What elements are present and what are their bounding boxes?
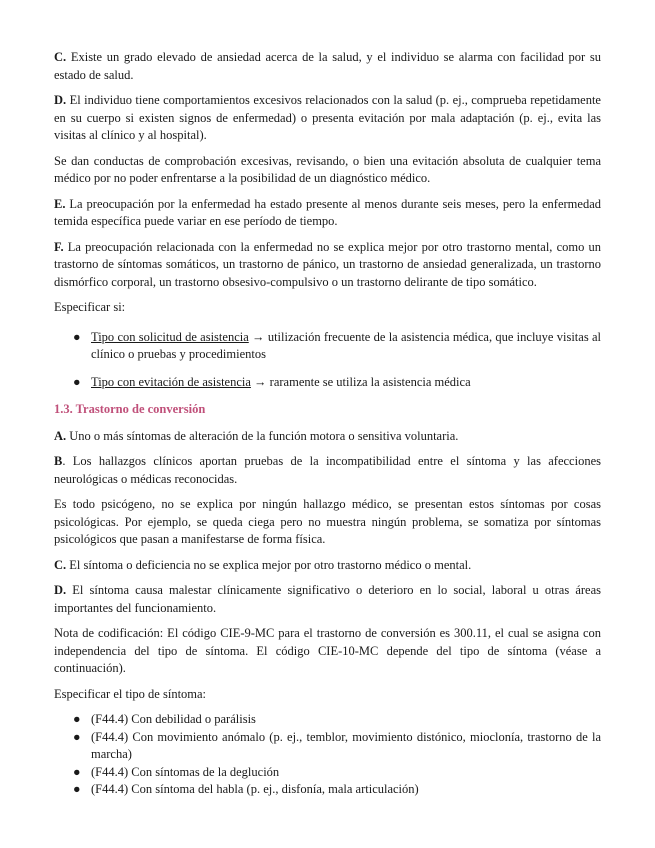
bullet-icon: ●	[73, 729, 81, 744]
list-item: ● (F44.4) Con debilidad o parálisis	[54, 711, 601, 729]
criterion-letter: D.	[54, 93, 67, 107]
criterion-letter: C.	[54, 557, 67, 572]
specifier-list	[54, 329, 601, 392]
bullet-icon: ●	[73, 782, 81, 796]
criterion-d-paragraph: D. El síntoma causa malestar clínicamente significativo o deterioro en lo social, laboral u otras áreas importantes del funcionamiento.	[54, 583, 601, 615]
criterion-f-paragraph: F. La preocupación relacionada con la enfermedad no se explica mejor por otro trastorno mental, como un trastorno de síntomas somáticos, un trastorno de pánico, un trastorno de ansiedad generalizada, un trastorno dismórfico corporal, un trastorno obsesivo-compulsivo o un trastorno delirante de tipo somático.	[54, 239, 601, 289]
coding-note-paragraph: Nota de codificación: El código CIE-9-MC para el trastorno de conversión es 300.11, el cual se asigna con independencia del tipo de síntoma. El código CIE-10-MC depende del tipo de síntoma (véase a continuación).	[54, 626, 601, 675]
criterion-c-paragraph: C. El síntoma o deficiencia no se explica mejor por otro trastorno médico o mental.	[54, 557, 472, 572]
bullet-icon: ●	[73, 712, 81, 726]
criterion-letter: C.	[54, 50, 67, 64]
criterion-b-paragraph: B. Los hallazgos clínicos aportan pruebas de la incompatibilidad entre el síntoma y las afecciones neurológicas o médicas reconocidas.	[54, 454, 601, 486]
symptom-type-list	[54, 711, 601, 799]
list-item: ● Tipo con solicitud de asistencia → utilización frecuente de la asistencia médica, que incluye visitas al clínico o pruebas y procedimientos	[73, 329, 601, 361]
criterion-c-paragraph: C. Existe un grado elevado de ansiedad acerca de la salud, y el individuo se alarma con facilidad por su estado de salud.	[54, 50, 601, 82]
list-item: ● Tipo con evitación de asistencia → raramente se utiliza la asistencia médica	[54, 374, 601, 392]
criterion-e-paragraph: E. La preocupación por la enfermedad ha estado presente al menos durante seis meses, pero la enfermedad temida específica puede variar en ese período de tiempo.	[54, 196, 601, 228]
criterion-letter: E.	[54, 196, 66, 211]
specify-symptom-paragraph: Especificar el tipo de síntoma:	[54, 686, 207, 701]
criterion-a-paragraph: A. Uno o más síntomas de alteración de la función motora o sensitiva voluntaria.	[54, 428, 459, 443]
bullet-icon: ●	[73, 329, 81, 344]
criterion-letter: B	[54, 454, 63, 468]
criterion-d-paragraph: D. El individuo tiene comportamientos excesivos relacionados con la salud (p. ej., comprueba repetidamente en su cuerpo si existen signos de enfermedad) o presenta evitación por mala adaptación (p. ej., evita las visitas al clínico y al hospital).	[54, 93, 601, 142]
list-item: ● (F44.4) Con síntoma del habla (p. ej., disfonía, mala articulación)	[54, 781, 601, 799]
specify-paragraph: Especificar si:	[54, 300, 126, 314]
explanation-paragraph: Es todo psicógeno, no se explica por ningún hallazgo médico, se presentan estos síntomas por cosas psicológicas. Por ejemplo, se queda ciega pero no muestra ningún problema, se somatiza por síntomas psicológicos que pasan a manifestarse de forma física.	[54, 497, 601, 546]
list-item: ● (F44.4) Con movimiento anómalo (p. ej., temblor, movimiento distónico, mioclonía, trastorno de la marcha)	[73, 729, 601, 761]
bullet-icon: ●	[73, 764, 81, 779]
criterion-letter: A.	[54, 428, 67, 443]
list-item: ● (F44.4) Con síntomas de la deglución	[54, 764, 601, 782]
section-heading: 1.3. Trastorno de conversión	[54, 402, 206, 416]
explanation-paragraph: Se dan conductas de comprobación excesivas, revisando, o bien una evitación absoluta de cualquier tema médico por no poder enfrentarse a la posibilidad de un diagnóstico médico.	[54, 153, 601, 185]
criterion-letter: F.	[54, 239, 64, 254]
bullet-icon: ●	[73, 374, 81, 389]
criterion-letter: D.	[54, 583, 67, 597]
